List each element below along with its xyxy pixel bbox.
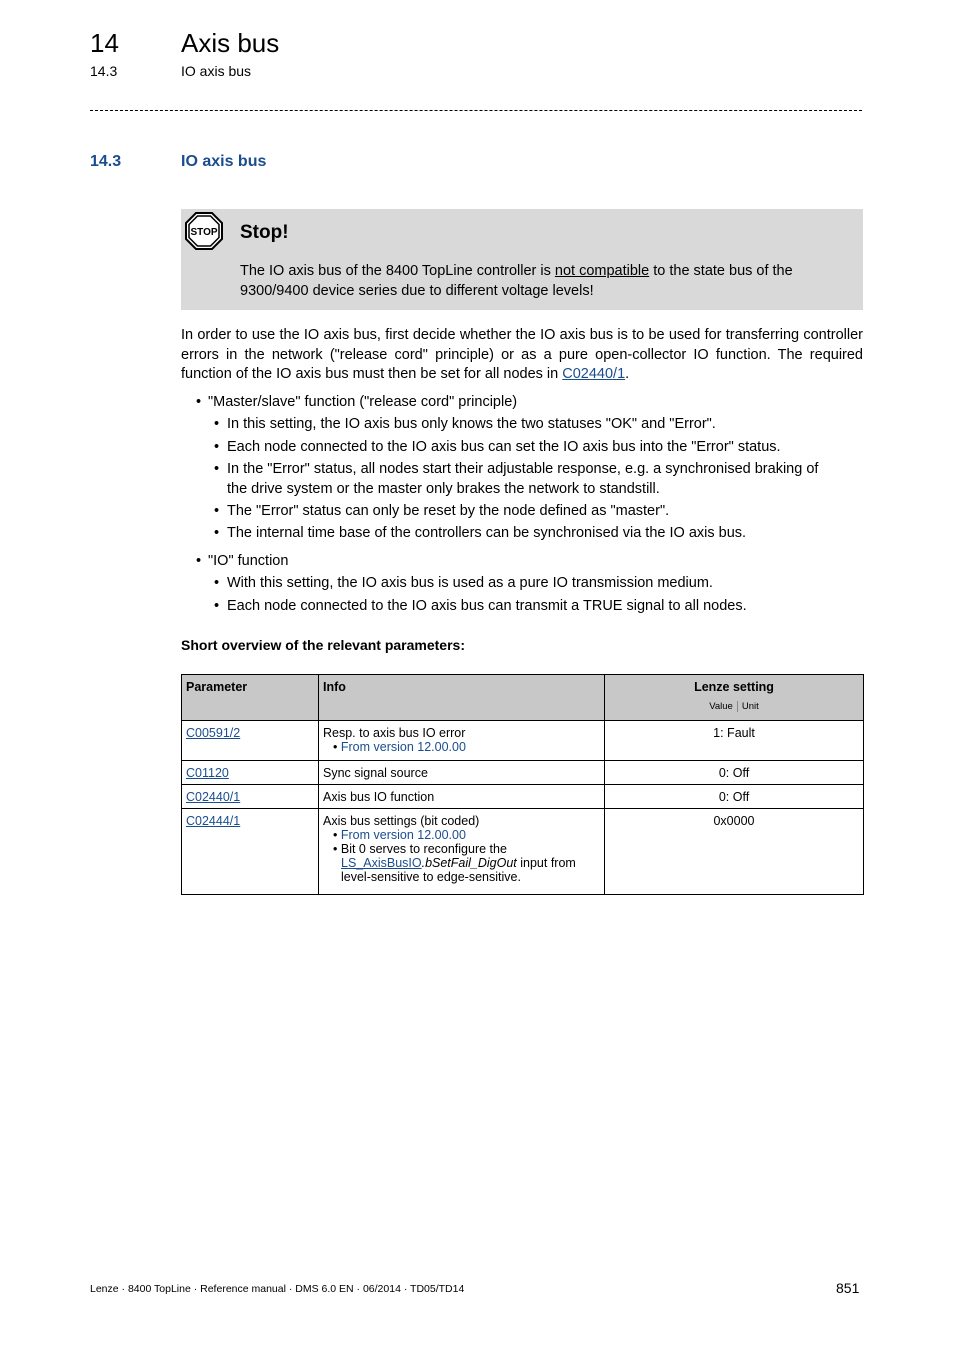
list-item: • Each node connected to the IO axis bus can transmit a TRUE signal to all nodes. bbox=[214, 598, 747, 614]
list-item: • The "Error" status can only be reset by the node defined as "master". bbox=[214, 503, 670, 519]
link-c02440-1-table[interactable]: C02440/1 bbox=[186, 790, 241, 804]
bullet-master-slave: • "Master/slave" function ("release cord" principle) bbox=[196, 394, 518, 410]
stop-sign-icon bbox=[185, 212, 223, 250]
table-row: C01120 Sync signal source 0: Off bbox=[182, 761, 864, 785]
bullet-io-function: • "IO" function bbox=[196, 553, 289, 569]
header-info: Info bbox=[319, 675, 605, 721]
link-c02440-1[interactable]: C02440/1 bbox=[562, 366, 626, 382]
link-c02444-1[interactable]: C02444/1 bbox=[186, 814, 241, 828]
list-item: • In this setting, the IO axis bus only knows the two statuses "OK" and "Error". bbox=[214, 416, 716, 432]
not-compatible-underline: not compatible bbox=[554, 263, 650, 279]
link-ls-axisbusio[interactable]: LS_AxisBusIO bbox=[341, 856, 422, 870]
stop-sign-label: STOP bbox=[190, 227, 218, 238]
list-item: • Each node connected to the IO axis bus can set the IO axis bus into the "Error" status. bbox=[214, 439, 781, 455]
header-lenze-setting: Lenze setting Value Unit bbox=[605, 675, 864, 721]
header-value: Value bbox=[709, 701, 733, 712]
overview-heading: Short overview of the relevant parameters: bbox=[181, 637, 465, 653]
section-number: 14.3 bbox=[90, 153, 122, 170]
list-item: • In the "Error" status, all nodes start their adjustable response, e.g. a synchronised braking of the drive system or the master only brakes the network to standstill. bbox=[214, 461, 819, 497]
table-row: C02440/1 Axis bus IO function 0: Off bbox=[182, 785, 864, 809]
list-item: • With this setting, the IO axis bus is used as a pure IO transmission medium. bbox=[214, 575, 713, 591]
intro-paragraph: In order to use the IO axis bus, first decide whether the IO axis bus is to be used for transferring controller errors in the network ("release cord" principle) or as a pure open-collector IO function. The required function of the IO axis bus must then be set for all nodes in C02440/1. bbox=[181, 327, 863, 382]
stop-heading: Stop! bbox=[240, 222, 289, 243]
header-parameter: Parameter bbox=[182, 675, 319, 721]
list-item: • The internal time base of the controllers can be synchronised via the IO axis bus. bbox=[214, 525, 747, 541]
link-c01120[interactable]: C01120 bbox=[186, 766, 229, 780]
subchapter-number: 14.3 bbox=[90, 63, 118, 79]
table-header-row bbox=[182, 675, 864, 721]
chapter-number: 14 bbox=[90, 28, 119, 58]
footer-doc-info: Lenze · 8400 TopLine · Reference manual · DMS 6.0 EN · 06/2014 · TD05/TD14 bbox=[90, 1283, 465, 1295]
header-unit: Unit bbox=[737, 701, 763, 712]
stop-text: The IO axis bus of the 8400 TopLine controller is not compatible to the state bus of the 9300/9400 device series due to different voltage levels! bbox=[240, 263, 793, 299]
subchapter-title: IO axis bus bbox=[181, 63, 252, 79]
link-c00591-2[interactable]: C00591/2 bbox=[186, 726, 241, 740]
section-title: IO axis bus bbox=[181, 153, 267, 170]
parameter-table bbox=[181, 674, 864, 895]
table-row: C02444/1 Axis bus settings (bit coded) • From version 12.00.00 • Bit 0 serves to reconfigure the LS_AxisBusIO.bSetFail_DigOut input from level-sensitive to edge-sensitive. 0x0000 bbox=[182, 809, 864, 895]
header-divider bbox=[90, 110, 862, 111]
chapter-title: Axis bus bbox=[181, 28, 280, 58]
table-row: C00591/2 Resp. to axis bus IO error • From version 12.00.00 1: Fault bbox=[182, 721, 864, 761]
page-number: 851 bbox=[836, 1280, 860, 1296]
